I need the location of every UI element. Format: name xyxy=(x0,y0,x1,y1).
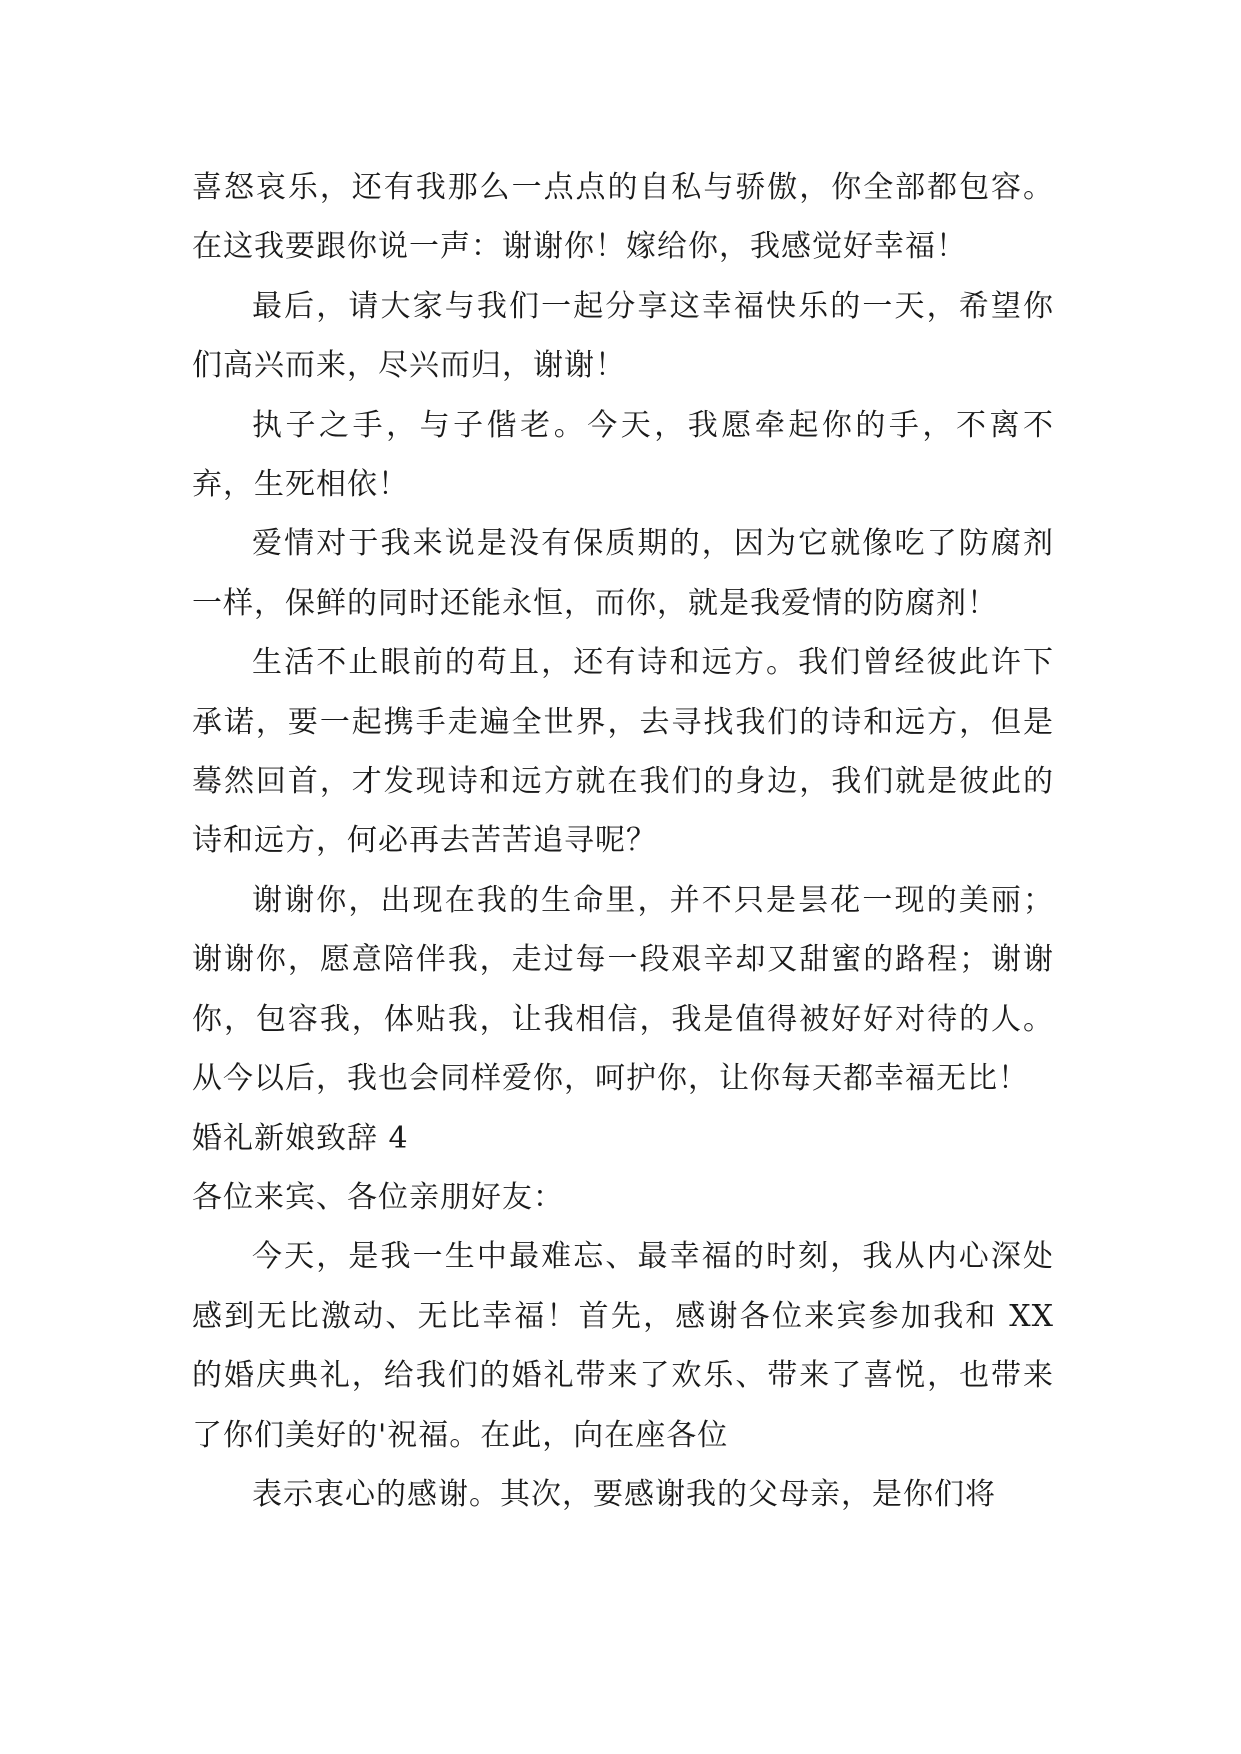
section-title: 婚礼新娘致辞 4 xyxy=(192,1120,409,1156)
paragraph-hold-hands: 执子之手，与子偕老。今天，我愿牵起你的手，不离不弃，生死相依！ xyxy=(192,407,1054,503)
paragraph-today: 今天，是我一生中最难忘、最幸福的时刻，我从内心深处感到无比激动、无比幸福！首先，感谢各位来宾参加我和 XX 的婚庆典礼，给我们的婚礼带来了欢乐、带来了喜悦，也带来了你们美好的'祝福。在此，向在座各位 xyxy=(192,1239,1054,1453)
paragraph-closing-thanks: 最后，请大家与我们一起分享这幸福快乐的一天，希望你们高兴而来，尽兴而归，谢谢！ xyxy=(192,288,1054,384)
paragraph-gratitude: 表示衷心的感谢。其次，要感谢我的父母亲，是你们将 xyxy=(252,1476,996,1512)
paragraph-continuation: 喜怒哀乐，还有我那么一点点的自私与骄傲，你全部都包容。在这我要跟你说一声：谢谢你！嫁给你，我感觉好幸福！ xyxy=(192,170,1054,265)
paragraph-poetry-distance: 生活不止眼前的苟且，还有诗和远方。我们曾经彼此许下承诺，要一起携手走遍全世界，去寻找我们的诗和远方，但是蓦然回首，才发现诗和远方就在我们的身边，我们就是彼此的诗和远方，何必再去苦苦追寻呢？ xyxy=(192,645,1054,859)
salutation: 各位来宾、各位亲朋好友： xyxy=(192,1179,564,1215)
document-body xyxy=(192,158,1054,1524)
paragraph-thank-you: 谢谢你，出现在我的生命里，并不只是昙花一现的美丽；谢谢你，愿意陪伴我，走过每一段艰辛却又甜蜜的路程；谢谢你，包容我，体贴我，让我相信，我是值得被好好对待的人。从今以后，我也会同样爱你，呵护你，让你每天都幸福无比！ xyxy=(192,882,1054,1097)
paragraph-love-preservative: 爱情对于我来说是没有保质期的，因为它就像吃了防腐剂一样，保鲜的同时还能永恒，而你，就是我爱情的防腐剂！ xyxy=(192,526,1054,621)
